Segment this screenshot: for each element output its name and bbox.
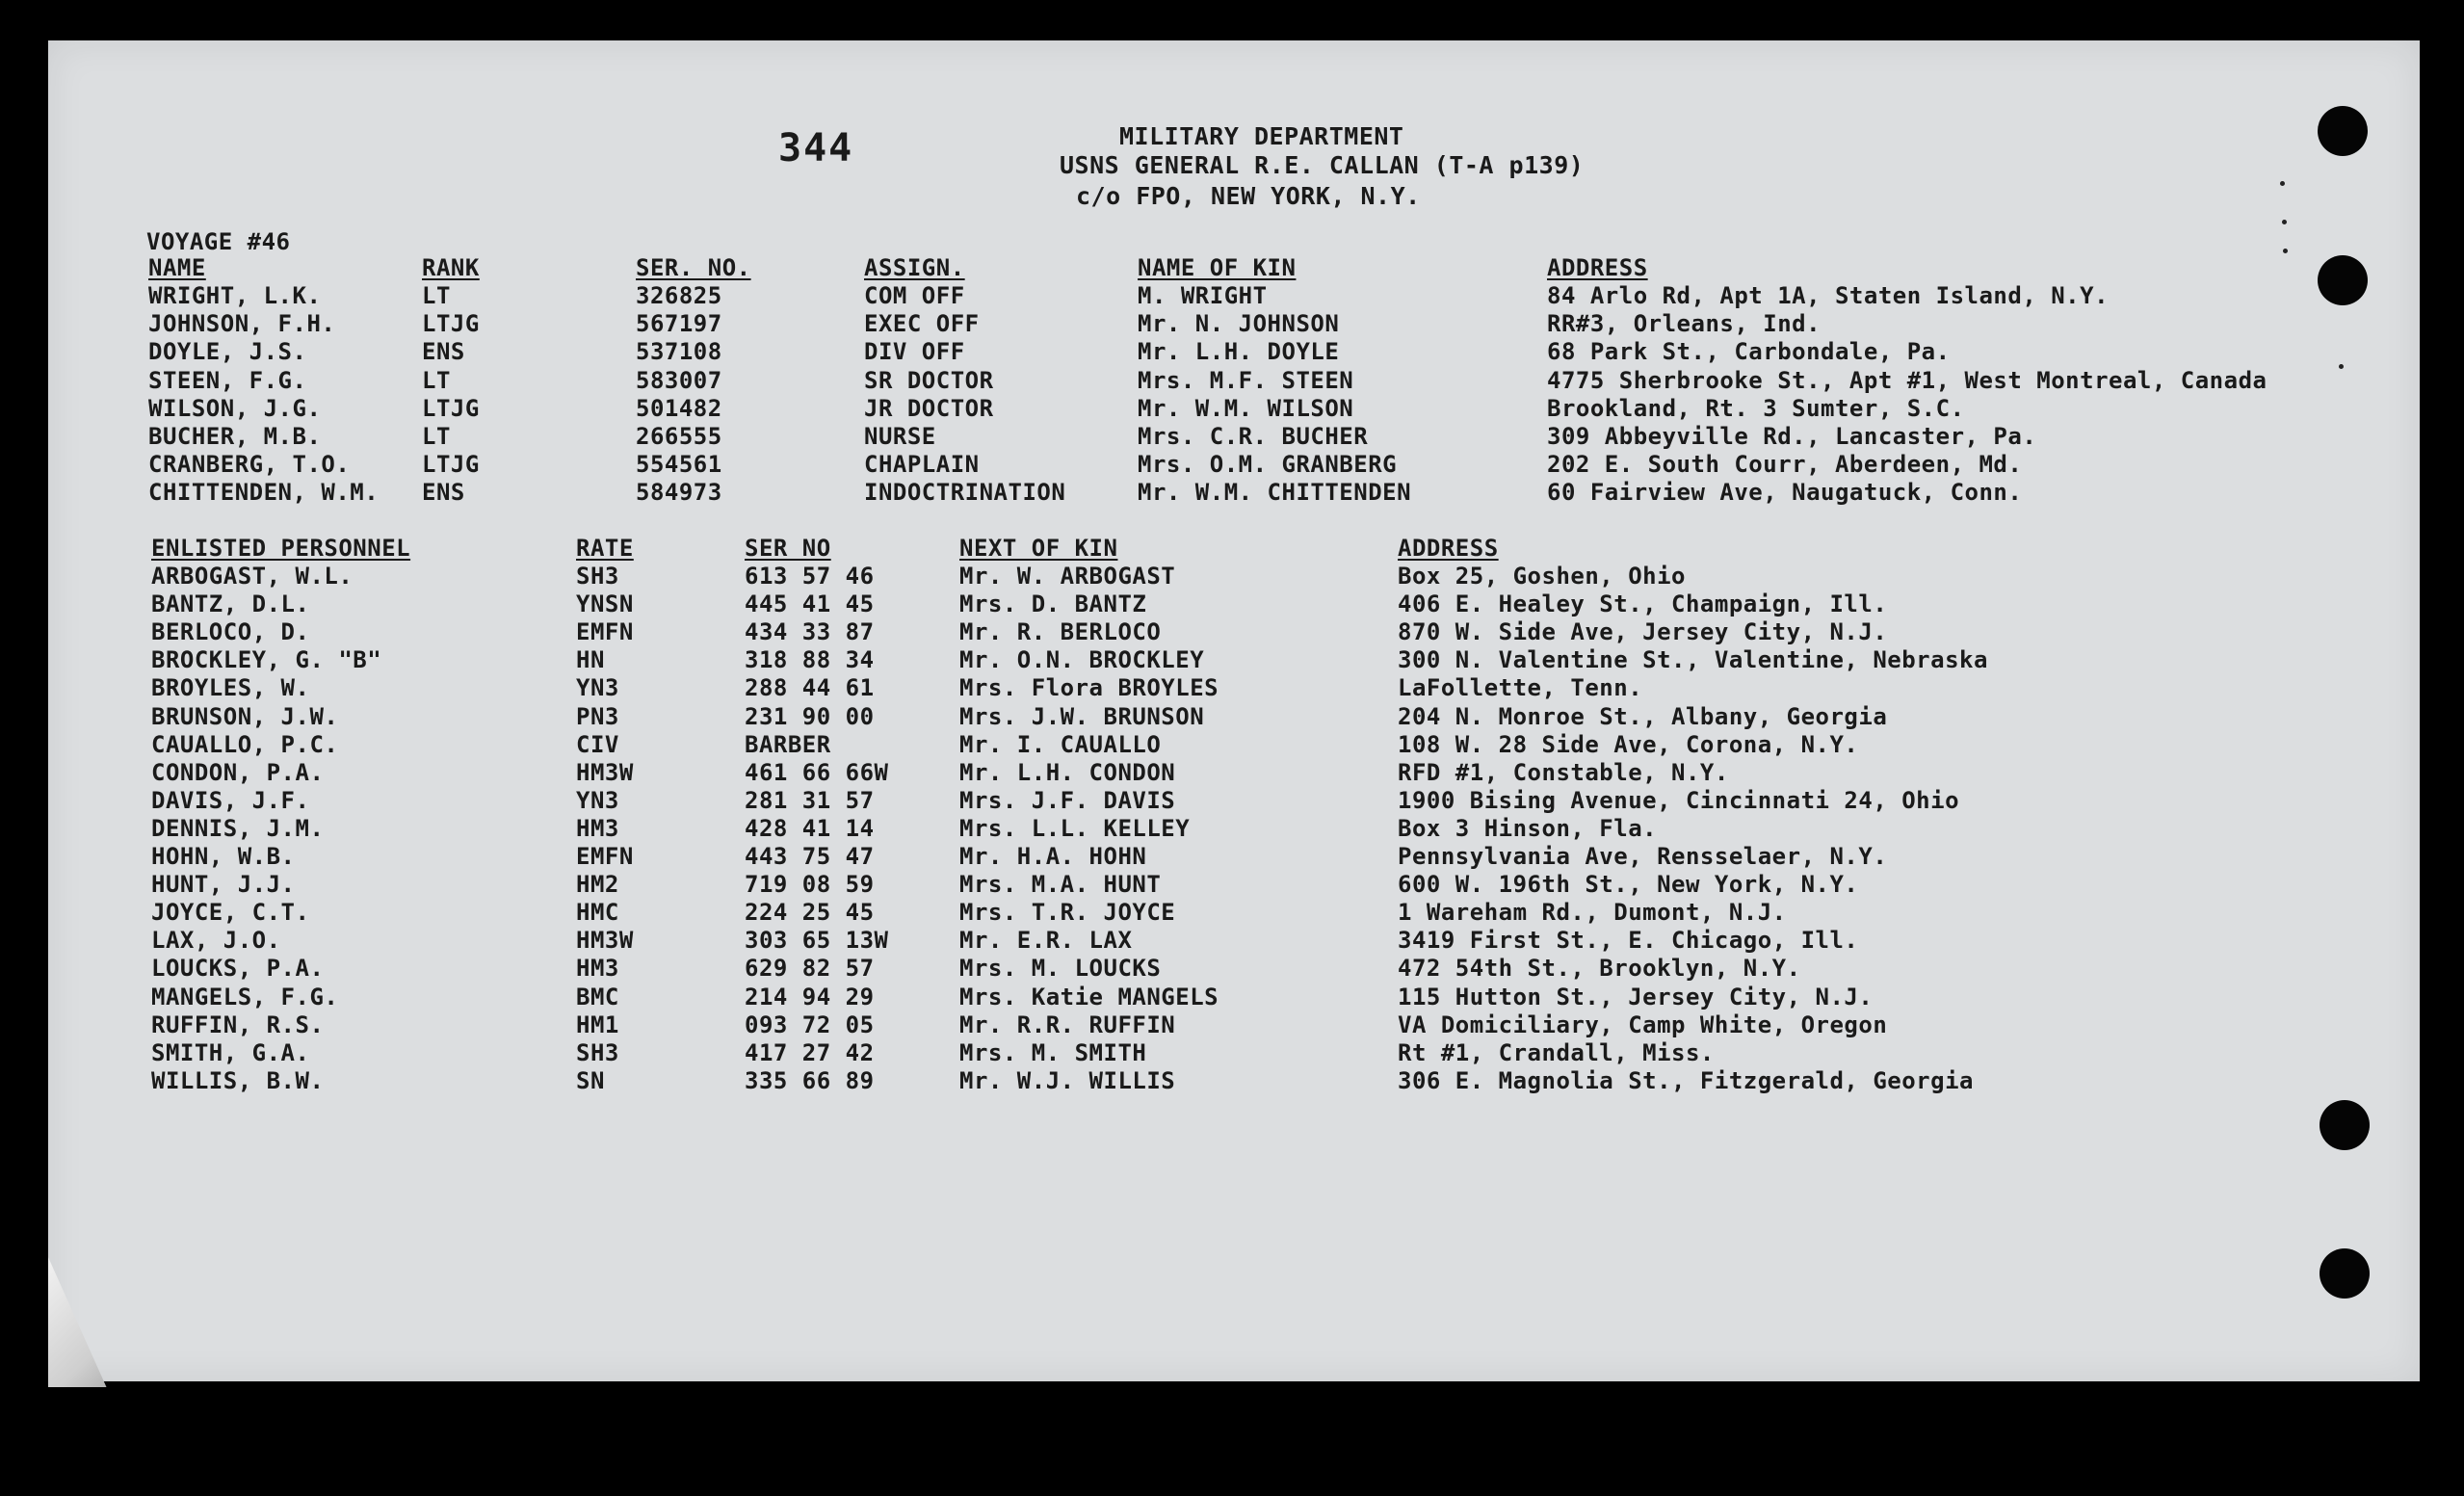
enlisted-cell-address: 1 Wareham Rd., Dumont, N.J. <box>1398 899 1787 926</box>
enlisted-cell-ser-no: 461 66 66W <box>745 759 889 786</box>
enlisted-cell-next-of-kin: Mrs. M. SMITH <box>959 1039 1147 1066</box>
enlisted-cell-next-of-kin: Mr. W. ARBOGAST <box>959 563 1176 590</box>
officers-cell-name: STEEN, F.G. <box>148 367 307 394</box>
officers-cell-address: RR#3, Orleans, Ind. <box>1547 310 1822 337</box>
enlisted-cell-next-of-kin: Mr. R.R. RUFFIN <box>959 1011 1176 1038</box>
enlisted-cell-address: 870 W. Side Ave, Jersey City, N.J. <box>1398 618 1888 645</box>
enlisted-cell-name: CAUALLO, P.C. <box>151 731 339 758</box>
officers-cell-rank: LT <box>422 282 451 309</box>
voyage-label: VOYAGE #46 <box>146 228 291 255</box>
officers-cell-ser-no: 583007 <box>636 367 722 394</box>
officers-cell-address: 309 Abbeyville Rd., Lancaster, Pa. <box>1547 423 2037 450</box>
officers-cell-name: BUCHER, M.B. <box>148 423 322 450</box>
enlisted-cell-rate: EMFN <box>576 618 634 645</box>
enlisted-cell-next-of-kin: Mrs. D. BANTZ <box>959 591 1147 617</box>
enlisted-cell-address: RFD #1, Constable, N.Y. <box>1398 759 1729 786</box>
officers-cell-name: WILSON, J.G. <box>148 395 322 422</box>
enlisted-cell-rate: SH3 <box>576 1039 619 1066</box>
officers-cell-ser-no: 554561 <box>636 451 722 478</box>
enlisted-cell-ser-no: 224 25 45 <box>745 899 875 926</box>
officers-cell-assign: CHAPLAIN <box>864 451 980 478</box>
enlisted-cell-name: BROYLES, W. <box>151 674 310 701</box>
officers-cell-address: Brookland, Rt. 3 Sumter, S.C. <box>1547 395 1965 422</box>
enlisted-cell-rate: YNSN <box>576 591 634 617</box>
enlisted-cell-address: 406 E. Healey St., Champaign, Ill. <box>1398 591 1888 617</box>
officers-cell-address: 202 E. South Courr, Aberdeen, Md. <box>1547 451 2023 478</box>
officers-cell-assign: EXEC OFF <box>864 310 980 337</box>
enlisted-cell-ser-no: 288 44 61 <box>745 674 875 701</box>
enlisted-cell-address: Pennsylvania Ave, Rensselaer, N.Y. <box>1398 843 1888 870</box>
enlisted-cell-name: BRUNSON, J.W. <box>151 703 339 730</box>
enlisted-cell-ser-no: 281 31 57 <box>745 787 875 814</box>
enlisted-cell-name: SMITH, G.A. <box>151 1039 310 1066</box>
enlisted-cell-name: LAX, J.O. <box>151 927 281 954</box>
binder-hole <box>2320 1248 2370 1299</box>
binder-hole <box>2318 255 2368 305</box>
officers-cell-rank: ENS <box>422 479 465 506</box>
enlisted-cell-next-of-kin: Mrs. M. LOUCKS <box>959 955 1162 982</box>
officers-cell-ser-no: 584973 <box>636 479 722 506</box>
enlisted-cell-name: JOYCE, C.T. <box>151 899 310 926</box>
officers-cell-address: 60 Fairview Ave, Naugatuck, Conn. <box>1547 479 2023 506</box>
enlisted-cell-address: VA Domiciliary, Camp White, Oregon <box>1398 1011 1888 1038</box>
enlisted-header-ser-no: SER NO <box>745 535 831 562</box>
enlisted-cell-address: 3419 First St., E. Chicago, Ill. <box>1398 927 1859 954</box>
enlisted-cell-rate: HM3W <box>576 927 634 954</box>
ink-speck <box>2339 364 2344 369</box>
officers-cell-name-of-kin: Mr. L.H. DOYLE <box>1138 338 1340 365</box>
enlisted-cell-address: 115 Hutton St., Jersey City, N.J. <box>1398 984 1874 1010</box>
enlisted-cell-ser-no: 303 65 13W <box>745 927 889 954</box>
enlisted-cell-address: 1900 Bising Avenue, Cincinnati 24, Ohio <box>1398 787 1960 814</box>
ink-speck <box>2283 249 2288 253</box>
enlisted-cell-name: DAVIS, J.F. <box>151 787 310 814</box>
officers-cell-address: 4775 Sherbrooke St., Apt #1, West Montreal, Canada <box>1547 367 2267 394</box>
enlisted-cell-ser-no: 231 90 00 <box>745 703 875 730</box>
enlisted-cell-ser-no: 719 08 59 <box>745 871 875 898</box>
page-number: 344 <box>778 126 854 171</box>
officers-cell-ser-no: 266555 <box>636 423 722 450</box>
enlisted-cell-ser-no: 434 33 87 <box>745 618 875 645</box>
enlisted-cell-rate: HM1 <box>576 1011 619 1038</box>
officers-cell-rank: LT <box>422 367 451 394</box>
enlisted-cell-ser-no: 417 27 42 <box>745 1039 875 1066</box>
officers-cell-assign: JR DOCTOR <box>864 395 994 422</box>
enlisted-cell-rate: HMC <box>576 899 619 926</box>
officers-cell-name: DOYLE, J.S. <box>148 338 307 365</box>
officers-cell-assign: COM OFF <box>864 282 965 309</box>
header-line-1: MILITARY DEPARTMENT <box>1119 122 1404 150</box>
enlisted-cell-rate: HN <box>576 646 605 673</box>
officers-cell-name: JOHNSON, F.H. <box>148 310 336 337</box>
enlisted-cell-next-of-kin: Mr. H.A. HOHN <box>959 843 1147 870</box>
enlisted-cell-rate: CIV <box>576 731 619 758</box>
officers-cell-rank: LTJG <box>422 451 480 478</box>
enlisted-header-rate: RATE <box>576 535 634 562</box>
enlisted-cell-ser-no: 629 82 57 <box>745 955 875 982</box>
enlisted-cell-name: ARBOGAST, W.L. <box>151 563 354 590</box>
officers-cell-assign: SR DOCTOR <box>864 367 994 394</box>
officers-header-assign: ASSIGN. <box>864 254 965 281</box>
officers-cell-assign: DIV OFF <box>864 338 965 365</box>
enlisted-cell-address: LaFollette, Tenn. <box>1398 674 1643 701</box>
officers-header-address: ADDRESS <box>1547 254 1648 281</box>
enlisted-cell-ser-no: 093 72 05 <box>745 1011 875 1038</box>
enlisted-cell-next-of-kin: Mr. O.N. BROCKLEY <box>959 646 1205 673</box>
enlisted-cell-rate: EMFN <box>576 843 634 870</box>
enlisted-cell-rate: HM2 <box>576 871 619 898</box>
officers-header-ser-no: SER. NO. <box>636 254 751 281</box>
enlisted-cell-rate: PN3 <box>576 703 619 730</box>
officers-cell-name-of-kin: Mrs. O.M. GRANBERG <box>1138 451 1398 478</box>
officers-cell-address: 84 Arlo Rd, Apt 1A, Staten Island, N.Y. <box>1547 282 2110 309</box>
enlisted-cell-name: MANGELS, F.G. <box>151 984 339 1010</box>
officers-cell-name-of-kin: Mrs. C.R. BUCHER <box>1138 423 1369 450</box>
enlisted-cell-next-of-kin: Mrs. Flora BROYLES <box>959 674 1219 701</box>
officers-header-name: NAME <box>148 254 206 281</box>
enlisted-cell-rate: HM3 <box>576 955 619 982</box>
enlisted-cell-name: RUFFIN, R.S. <box>151 1011 325 1038</box>
enlisted-cell-next-of-kin: Mrs. Katie MANGELS <box>959 984 1219 1010</box>
enlisted-cell-next-of-kin: Mrs. J.W. BRUNSON <box>959 703 1205 730</box>
enlisted-cell-rate: SH3 <box>576 563 619 590</box>
enlisted-cell-name: DENNIS, J.M. <box>151 815 325 842</box>
enlisted-cell-next-of-kin: Mr. L.H. CONDON <box>959 759 1176 786</box>
enlisted-cell-name: BANTZ, D.L. <box>151 591 310 617</box>
enlisted-cell-ser-no: 335 66 89 <box>745 1067 875 1094</box>
enlisted-header-address: ADDRESS <box>1398 535 1499 562</box>
enlisted-cell-address: 300 N. Valentine St., Valentine, Nebraska <box>1398 646 1988 673</box>
enlisted-cell-next-of-kin: Mrs. M.A. HUNT <box>959 871 1162 898</box>
officers-cell-name: CRANBERG, T.O. <box>148 451 351 478</box>
enlisted-cell-ser-no: BARBER <box>745 731 831 758</box>
binder-hole <box>2320 1100 2370 1150</box>
enlisted-cell-rate: YN3 <box>576 674 619 701</box>
enlisted-cell-rate: YN3 <box>576 787 619 814</box>
enlisted-cell-name: LOUCKS, P.A. <box>151 955 325 982</box>
enlisted-cell-address: Box 25, Goshen, Ohio <box>1398 563 1686 590</box>
enlisted-cell-address: 108 W. 28 Side Ave, Corona, N.Y. <box>1398 731 1859 758</box>
enlisted-cell-next-of-kin: Mrs. J.F. DAVIS <box>959 787 1176 814</box>
enlisted-cell-rate: SN <box>576 1067 605 1094</box>
enlisted-cell-rate: BMC <box>576 984 619 1010</box>
officers-cell-assign: INDOCTRINATION <box>864 479 1066 506</box>
enlisted-cell-next-of-kin: Mr. E.R. LAX <box>959 927 1133 954</box>
enlisted-cell-ser-no: 445 41 45 <box>745 591 875 617</box>
officers-cell-name-of-kin: M. WRIGHT <box>1138 282 1268 309</box>
enlisted-cell-address: 306 E. Magnolia St., Fitzgerald, Georgia <box>1398 1067 1974 1094</box>
enlisted-header-name: ENLISTED PERSONNEL <box>151 535 411 562</box>
enlisted-cell-address: 204 N. Monroe St., Albany, Georgia <box>1398 703 1888 730</box>
enlisted-cell-ser-no: 318 88 34 <box>745 646 875 673</box>
officers-cell-name: WRIGHT, L.K. <box>148 282 322 309</box>
enlisted-cell-address: 472 54th St., Brooklyn, N.Y. <box>1398 955 1801 982</box>
enlisted-cell-name: HUNT, J.J. <box>151 871 296 898</box>
enlisted-cell-ser-no: 613 57 46 <box>745 563 875 590</box>
enlisted-cell-next-of-kin: Mrs. L.L. KELLEY <box>959 815 1191 842</box>
binder-hole <box>2318 106 2368 156</box>
officers-cell-name-of-kin: Mr. W.M. WILSON <box>1138 395 1354 422</box>
enlisted-cell-name: CONDON, P.A. <box>151 759 325 786</box>
ink-speck <box>2280 181 2285 186</box>
enlisted-cell-address: Rt #1, Crandall, Miss. <box>1398 1039 1715 1066</box>
enlisted-cell-ser-no: 443 75 47 <box>745 843 875 870</box>
enlisted-cell-address: 600 W. 196th St., New York, N.Y. <box>1398 871 1859 898</box>
enlisted-cell-name: WILLIS, B.W. <box>151 1067 325 1094</box>
officers-cell-rank: LTJG <box>422 310 480 337</box>
document-page <box>48 40 2420 1381</box>
officers-cell-name-of-kin: Mr. W.M. CHITTENDEN <box>1138 479 1412 506</box>
enlisted-cell-rate: HM3W <box>576 759 634 786</box>
officers-header-rank: RANK <box>422 254 480 281</box>
enlisted-cell-name: HOHN, W.B. <box>151 843 296 870</box>
enlisted-header-next-of-kin: NEXT OF KIN <box>959 535 1118 562</box>
header-line-3: c/o FPO, NEW YORK, N.Y. <box>1076 182 1421 210</box>
ink-speck <box>2282 220 2287 224</box>
officers-cell-ser-no: 326825 <box>636 282 722 309</box>
officers-cell-ser-no: 537108 <box>636 338 722 365</box>
officers-cell-name-of-kin: Mr. N. JOHNSON <box>1138 310 1340 337</box>
officers-cell-ser-no: 567197 <box>636 310 722 337</box>
enlisted-cell-rate: HM3 <box>576 815 619 842</box>
enlisted-cell-next-of-kin: Mr. W.J. WILLIS <box>959 1067 1176 1094</box>
enlisted-cell-address: Box 3 Hinson, Fla. <box>1398 815 1658 842</box>
officers-cell-ser-no: 501482 <box>636 395 722 422</box>
enlisted-cell-next-of-kin: Mr. I. CAUALLO <box>959 731 1162 758</box>
enlisted-cell-name: BROCKLEY, G. "B" <box>151 646 382 673</box>
officers-cell-name-of-kin: Mrs. M.F. STEEN <box>1138 367 1354 394</box>
enlisted-cell-next-of-kin: Mrs. T.R. JOYCE <box>959 899 1176 926</box>
enlisted-cell-ser-no: 214 94 29 <box>745 984 875 1010</box>
officers-cell-name: CHITTENDEN, W.M. <box>148 479 380 506</box>
officers-cell-rank: ENS <box>422 338 465 365</box>
officers-header-name-of-kin: NAME OF KIN <box>1138 254 1297 281</box>
officers-cell-rank: LT <box>422 423 451 450</box>
officers-cell-assign: NURSE <box>864 423 936 450</box>
enlisted-cell-name: BERLOCO, D. <box>151 618 310 645</box>
enlisted-cell-ser-no: 428 41 14 <box>745 815 875 842</box>
header-line-2: USNS GENERAL R.E. CALLAN (T-A p139) <box>1060 151 1585 179</box>
officers-cell-address: 68 Park St., Carbondale, Pa. <box>1547 338 1951 365</box>
officers-cell-rank: LTJG <box>422 395 480 422</box>
enlisted-cell-next-of-kin: Mr. R. BERLOCO <box>959 618 1162 645</box>
